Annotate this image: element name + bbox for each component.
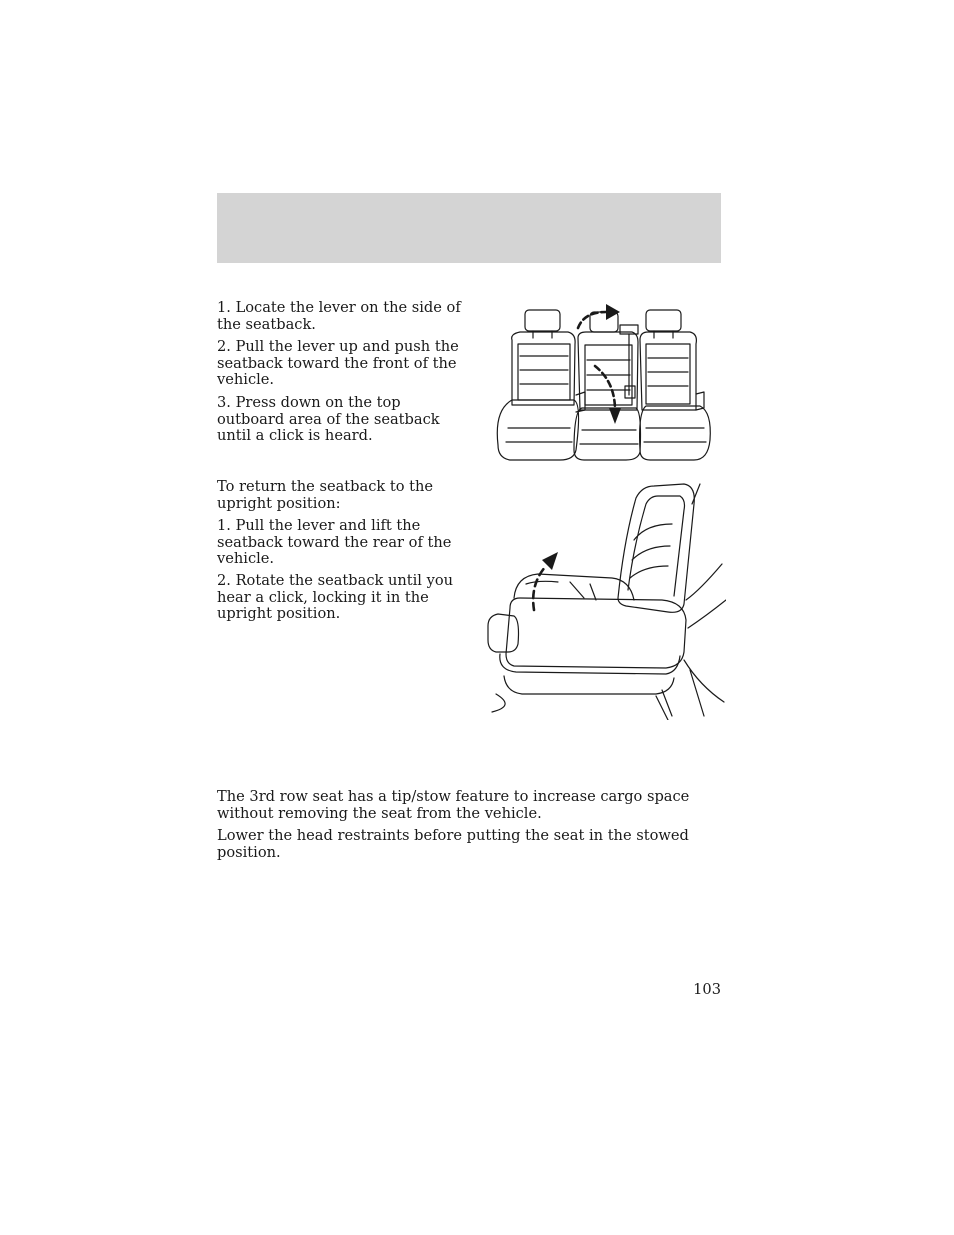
return-intro: To return the seatback to the upright position: <box>217 478 434 512</box>
center-seat <box>574 312 641 460</box>
upright-seatback <box>618 484 700 612</box>
fold-step-1: 1. Locate the lever on the side of the seatback. <box>217 299 461 333</box>
right-seat <box>640 310 711 460</box>
fold-step-3: 3. Press down on the top outboard area of the seatback until a click is heard. <box>217 394 440 444</box>
return-step-2: 2. Rotate the seatback until you hear a click, locking it in the upright position. <box>217 572 454 622</box>
folded-cushion <box>488 574 686 694</box>
fold-step-2: 2. Pull the lever up and push the seatback toward the front of the vehicle. <box>217 338 459 388</box>
page-number: 103 <box>693 981 721 998</box>
return-step-1: 1. Pull the lever and lift the seatback toward the rear of the vehicle. <box>217 517 452 567</box>
seat-fold-illustration <box>490 300 715 465</box>
third-row-paragraph-1: The 3rd row seat has a tip/stow feature to increase cargo space without removing the seat from the vehicle. <box>217 788 690 822</box>
left-seat <box>497 310 585 460</box>
third-row-paragraph-2: Lower the head restraints before putting the seat in the stowed position. <box>217 827 689 861</box>
seat-upright-illustration <box>486 480 726 720</box>
section-header-band <box>217 193 721 263</box>
seat-base <box>492 564 726 720</box>
